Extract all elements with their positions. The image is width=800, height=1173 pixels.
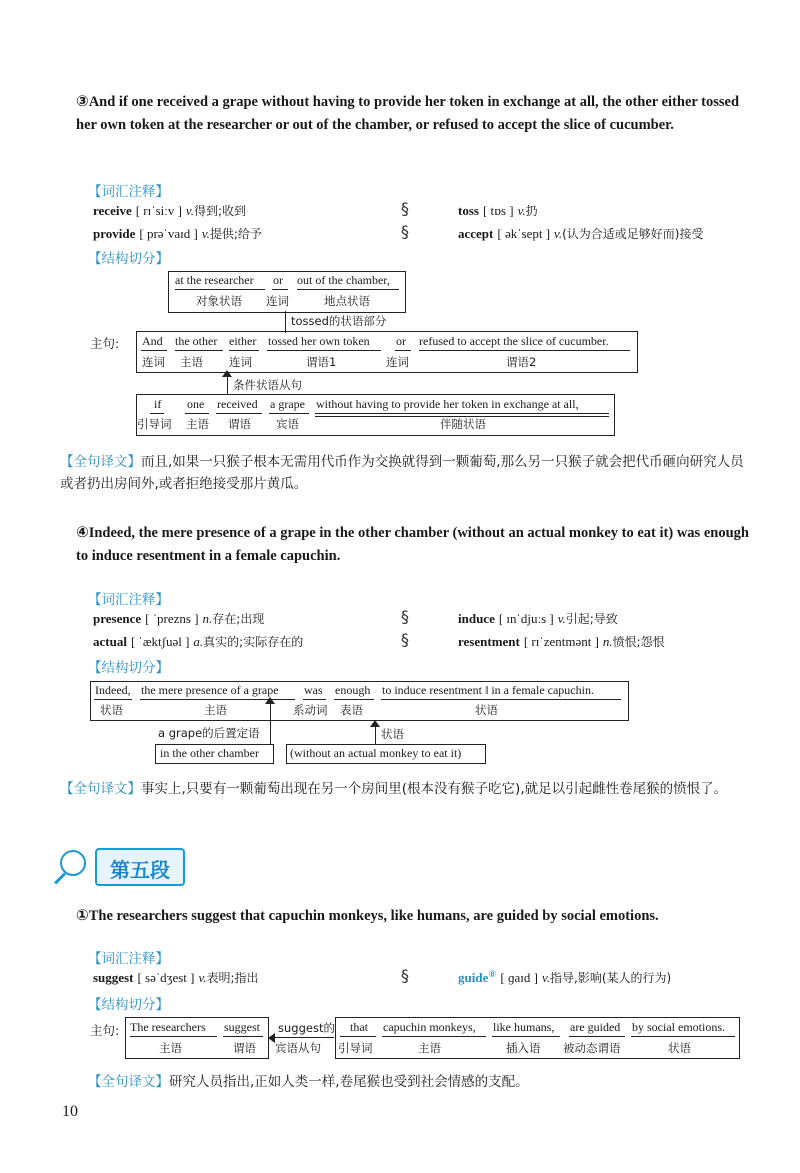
structure-label: 【结构切分】 <box>88 997 169 1013</box>
phrase: out of the chamber, <box>297 273 390 287</box>
phrase: or <box>396 334 406 348</box>
role-label: 对象状语 <box>196 294 242 308</box>
phrase: Indeed, <box>95 683 131 697</box>
translation: 【全句译文】研究人员指出,正如人类一样,卷尾猴也受到社会情感的支配。 <box>88 1074 529 1090</box>
phrase: like humans, <box>493 1020 555 1034</box>
vocab-item: guide⑧ [ ɡaɪd ] v.指导,影响(某人的行为) <box>458 969 672 985</box>
sentence-3 <box>76 90 756 137</box>
connector-note: 状语 <box>381 727 404 741</box>
phrase: (without an actual monkey to eat it) <box>290 746 462 760</box>
phrase: a grape <box>270 397 305 411</box>
sentence-number: ③ <box>76 92 89 110</box>
arrow-up-icon <box>265 697 275 704</box>
role-label: 谓语 <box>228 417 251 431</box>
phrase: at the researcher <box>175 273 254 287</box>
vocab-item: receive [ rɪˈsiːv ] v.得到;收到 <box>93 203 247 218</box>
main-clause-label: 主句: <box>90 336 120 351</box>
sentence-text: And if one received a grape without having to provide her token in exchange at all, the other either tossed her own token at the researcher or out of the chamber, or refused to accept the slice of cucumber. <box>76 94 740 133</box>
role-label: 谓语1 <box>306 355 337 369</box>
role-label: 引导词 <box>137 417 172 431</box>
role-label: 被动态谓语 <box>563 1041 621 1055</box>
role-label: 伴随状语 <box>440 417 486 431</box>
vocab-label: 【词汇注释】 <box>88 592 169 608</box>
separator-icon: § <box>401 966 409 985</box>
role-label: 状语 <box>668 1041 691 1055</box>
vocab-item: suggest [ səˈdʒest ] v.表明;指出 <box>93 970 259 985</box>
phrase: the other <box>175 334 218 348</box>
phrase: received <box>217 397 258 411</box>
role-label: 主语 <box>180 355 203 369</box>
connector-note: tossed的状语部分 <box>291 314 387 328</box>
connector-note: suggest的 <box>278 1021 335 1035</box>
vocab-item: presence [ ˈprezns ] n.存在;出现 <box>93 611 265 626</box>
role-label: 地点状语 <box>324 294 370 308</box>
arrow-left-icon <box>268 1033 275 1043</box>
structure-label: 【结构切分】 <box>88 660 169 676</box>
vocab-item: induce [ ɪnˈdjuːs ] v.引起;导致 <box>458 611 618 626</box>
role-label: 主语 <box>159 1041 182 1055</box>
role-label: 宾语 <box>276 417 299 431</box>
sentence-p5-1 <box>76 904 766 928</box>
phrase: refused to accept the slice of cucumber. <box>419 334 609 348</box>
role-label: 连词 <box>386 355 409 369</box>
translation: 【全句译文】而且,如果一只猴子根本无需用代币作为交换就得到一颗葡萄,那么另一只猴子就会把代币砸向研究人员或者扔出房间外,或者拒绝接受那片黄瓜。 <box>60 454 744 492</box>
vocab-item: resentment [ rɪˈzentmənt ] n.愤恨;怨恨 <box>458 634 665 649</box>
phrase: And <box>142 334 163 348</box>
role-label: 谓语 <box>233 1041 256 1055</box>
role-label: 主语 <box>418 1041 441 1055</box>
structure-label: 【结构切分】 <box>88 251 169 267</box>
separator-icon: § <box>401 199 409 218</box>
phrase: enough <box>335 683 371 697</box>
phrase: without having to provide her token in exchange at all, <box>316 397 579 411</box>
phrase: if <box>154 397 162 411</box>
vocab-item: actual [ ˈæktʃuəl ] a.真实的;实际存在的 <box>93 634 304 649</box>
phrase: the mere presence of a grape <box>141 683 279 697</box>
role-label: 状语 <box>100 703 123 717</box>
phrase: was <box>304 683 323 697</box>
vocab-label: 【词汇注释】 <box>88 951 169 967</box>
sentence-text: The researchers suggest that capuchin monkeys, like humans, are guided by social emotions. <box>88 908 659 924</box>
phrase: by social emotions. <box>632 1020 725 1034</box>
separator-icon: § <box>401 607 409 626</box>
connector-note: 条件状语从句 <box>233 378 302 392</box>
sentence-number: ① <box>76 906 89 924</box>
connector-note: 宾语从句 <box>275 1041 321 1055</box>
connector-note: a grape的后置定语 <box>158 726 260 740</box>
role-label: 连词 <box>229 355 252 369</box>
arrow-up-icon <box>370 720 380 727</box>
vocab-item: accept [ əkˈsept ] v.(认为合适或足够好而)接受 <box>458 226 704 241</box>
role-label: 主语 <box>204 703 227 717</box>
phrase: to induce resentment ‖ in a female capuchin. <box>382 683 594 697</box>
phrase: The researchers <box>130 1020 206 1034</box>
phrase: that <box>350 1020 368 1034</box>
phrase: one <box>187 397 205 411</box>
role-label: 引导词 <box>338 1041 373 1055</box>
phrase: are guided <box>570 1020 621 1034</box>
vocab-item: toss [ tɒs ] v.扔 <box>458 203 538 218</box>
role-label: 插入语 <box>506 1041 541 1055</box>
section-title: 第五段 <box>110 858 170 882</box>
page-number: 10 <box>62 1103 78 1120</box>
phrase: capuchin monkeys, <box>383 1020 476 1034</box>
arrow-up-icon <box>222 370 232 377</box>
sentence-number: ④ <box>76 523 89 541</box>
section-heading <box>95 848 185 886</box>
phrase: tossed her own token <box>268 334 370 348</box>
role-label: 表语 <box>340 703 363 717</box>
separator-icon: § <box>401 222 409 241</box>
role-label: 系动词 <box>293 703 328 717</box>
role-label: 谓语2 <box>506 355 537 369</box>
role-label: 主语 <box>186 417 209 431</box>
translation: 【全句译文】事实上,只要有一颗葡萄出现在另一个房间里(根本没有猴子吃它),就足以引起雌性卷尾猴的愤恨了。 <box>60 781 728 797</box>
role-label: 连词 <box>266 294 289 308</box>
phrase: or <box>273 273 283 287</box>
vocab-label: 【词汇注释】 <box>88 184 169 200</box>
sentence-4 <box>76 521 756 568</box>
sentence-text: Indeed, the mere presence of a grape in the other chamber (without an actual monkey to eat it) was enough to induce resentment in a female capuchin. <box>76 525 749 564</box>
separator-icon: § <box>401 630 409 649</box>
vocab-item: provide [ prəˈvaɪd ] v.提供;给予 <box>93 226 262 241</box>
phrase: either <box>229 334 257 348</box>
role-label: 状语 <box>475 703 498 717</box>
phrase: in the other chamber <box>160 746 259 760</box>
phrase: suggest <box>224 1020 260 1034</box>
main-clause-label: 主句: <box>90 1023 120 1038</box>
search-icon-handle <box>54 872 66 884</box>
role-label: 连词 <box>142 355 165 369</box>
